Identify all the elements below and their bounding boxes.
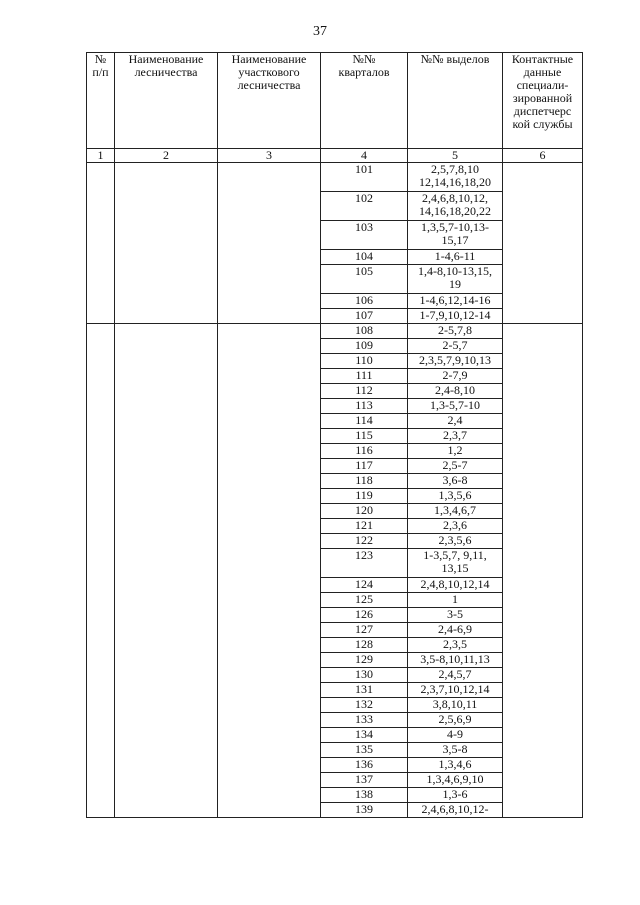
allotment-line: 1,3,4,6,7 [434, 503, 476, 517]
allotment-line: 3,6-8 [442, 473, 468, 487]
column-number: 5 [408, 149, 503, 163]
allotment-line: 1,2 [447, 443, 463, 457]
dispatch-contact-cell [503, 324, 583, 818]
allotment-numbers-cell [408, 489, 503, 504]
table-body [87, 163, 583, 818]
forestry-name-cell [115, 324, 218, 818]
allotment-numbers-cell [408, 608, 503, 623]
allotment-numbers-cell [408, 444, 503, 459]
table-header-row [87, 53, 583, 149]
quarter-number-cell: 112 [321, 384, 408, 399]
row-number-cell [87, 324, 115, 818]
allotment-line: 1,3-6 [442, 787, 468, 801]
allotment-numbers-cell [408, 354, 503, 369]
header-line: Наименование [231, 52, 307, 66]
header-line: специали- [516, 78, 569, 92]
allotment-line: 2,4,5,7 [438, 667, 472, 681]
allotment-numbers-cell [408, 399, 503, 414]
allotment-line: 2,4,8,10,12,14 [420, 577, 490, 591]
quarter-number-cell: 136 [321, 758, 408, 773]
header-line: Контактные [511, 52, 574, 66]
allotment-line: 2,3,6 [443, 518, 467, 532]
column-number: 6 [503, 149, 583, 163]
allotment-line: 1,3,5,6 [438, 488, 472, 502]
quarter-number-cell: 114 [321, 414, 408, 429]
quarter-number-cell: 108 [321, 324, 408, 339]
quarter-number-cell: 134 [321, 728, 408, 743]
header-line: зированной [512, 91, 573, 105]
page-number: 37 [313, 24, 327, 39]
quarter-number-cell: 123 [321, 549, 408, 578]
allotment-line: 14,16,18,20,22 [419, 204, 491, 218]
header-col-2 [115, 53, 218, 149]
quarter-number-cell: 139 [321, 803, 408, 818]
allotment-numbers-cell [408, 429, 503, 444]
allotment-numbers-cell [408, 668, 503, 683]
allotment-line: 12,14,16,18,20 [419, 175, 491, 189]
allotment-line: 2,3,5,7,9,10,13 [419, 353, 491, 367]
allotment-numbers-cell [408, 504, 503, 519]
header-line: диспетчерс [513, 104, 572, 118]
allotment-line: 3,8,10,11 [432, 697, 478, 711]
quarter-number-cell: 110 [321, 354, 408, 369]
allotment-numbers-cell [408, 578, 503, 593]
quarter-number-cell: 113 [321, 399, 408, 414]
header-line: №№ выделов [420, 52, 490, 66]
column-number: 2 [115, 149, 218, 163]
allotment-line: 2-5,7 [442, 338, 468, 352]
header-line: кварталов [338, 65, 390, 79]
quarter-number-cell: 133 [321, 713, 408, 728]
column-number: 1 [87, 149, 115, 163]
allotment-numbers-cell [408, 294, 503, 309]
quarter-number-cell: 106 [321, 294, 408, 309]
allotment-numbers-cell [408, 593, 503, 608]
allotment-numbers-cell [408, 713, 503, 728]
quarter-number-cell: 121 [321, 519, 408, 534]
allotment-line: 1-4,6,12,14-16 [419, 293, 491, 307]
quarter-number-cell: 138 [321, 788, 408, 803]
allotment-line: 1,4-8,10-13,15, [418, 264, 492, 278]
allotment-line: 2-7,9 [442, 368, 468, 382]
allotment-numbers-cell [408, 698, 503, 713]
quarter-number-cell: 128 [321, 638, 408, 653]
column-number: 3 [218, 149, 321, 163]
quarter-number-cell: 111 [321, 369, 408, 384]
allotment-line: 3,5-8 [442, 742, 468, 756]
quarter-number-cell: 132 [321, 698, 408, 713]
allotment-line: 2,4,6,8,10,12- [421, 802, 489, 816]
allotment-numbers-cell [408, 549, 503, 578]
header-col-6 [503, 53, 583, 149]
district-forestry-cell [218, 163, 321, 324]
allotment-line: 2,5-7 [442, 458, 468, 472]
allotment-line: 1-3,5,7, 9,11, [423, 548, 487, 562]
forestry-name-cell [115, 163, 218, 324]
quarter-number-cell: 117 [321, 459, 408, 474]
header-line: участкового [238, 65, 300, 79]
allotment-line: 2,5,6,9 [438, 712, 472, 726]
allotment-numbers-cell [408, 474, 503, 489]
allotment-numbers-cell [408, 773, 503, 788]
allotment-numbers-cell [408, 683, 503, 698]
header-col-1 [87, 53, 115, 149]
allotment-numbers-cell [408, 250, 503, 265]
allotment-line: 2,4-8,10 [435, 383, 475, 397]
quarter-number-cell: 102 [321, 192, 408, 221]
quarter-number-cell: 122 [321, 534, 408, 549]
allotment-numbers-cell [408, 414, 503, 429]
quarter-number-cell: 119 [321, 489, 408, 504]
quarter-number-cell: 131 [321, 683, 408, 698]
quarter-number-cell: 103 [321, 221, 408, 250]
allotment-line: 2,3,5 [443, 637, 467, 651]
allotment-numbers-cell [408, 369, 503, 384]
allotment-line: 15,17 [441, 233, 469, 247]
header-line: № [94, 52, 107, 66]
allotment-line: 13,15 [441, 561, 469, 575]
table-row [87, 163, 583, 192]
quarter-number-cell: 107 [321, 309, 408, 324]
allotment-line: 2,4,6,8,10,12, [422, 191, 488, 205]
allotment-line: 2-5,7,8 [438, 323, 472, 337]
quarter-number-cell: 129 [321, 653, 408, 668]
allotment-numbers-cell [408, 265, 503, 294]
allotment-numbers-cell [408, 324, 503, 339]
allotment-numbers-cell [408, 743, 503, 758]
quarter-number-cell: 115 [321, 429, 408, 444]
header-line: кой службы [512, 117, 573, 131]
quarter-number-cell: 125 [321, 593, 408, 608]
allotment-line: 4-9 [447, 727, 463, 741]
quarter-number-cell: 104 [321, 250, 408, 265]
allotment-line: 2,5,7,8,10 [431, 162, 479, 176]
district-forestry-cell [218, 324, 321, 818]
quarter-number-cell: 101 [321, 163, 408, 192]
allotment-line: 3,5-8,10,11,13 [420, 652, 490, 666]
header-col-4 [321, 53, 408, 149]
allotment-line: 2,3,7 [443, 428, 467, 442]
allotment-numbers-cell [408, 384, 503, 399]
quarter-number-cell: 124 [321, 578, 408, 593]
allotment-line: 1,3,4,6,9,10 [426, 772, 484, 786]
header-line: лесничества [237, 78, 301, 92]
allotment-numbers-cell [408, 638, 503, 653]
quarter-number-cell: 126 [321, 608, 408, 623]
allotment-numbers-cell [408, 192, 503, 221]
header-line: Наименование [128, 52, 204, 66]
allotment-line: 1,3,4,6 [438, 757, 472, 771]
quarter-number-cell: 120 [321, 504, 408, 519]
allotment-numbers-cell [408, 623, 503, 638]
allotment-line: 2,4 [447, 413, 463, 427]
allotment-line: 1-7,9,10,12-14 [419, 308, 491, 322]
dispatch-contact-cell [503, 163, 583, 324]
header-line: п/п [92, 65, 109, 79]
quarter-number-cell: 105 [321, 265, 408, 294]
quarter-number-cell: 118 [321, 474, 408, 489]
allotment-numbers-cell [408, 758, 503, 773]
table-row [87, 324, 583, 339]
column-number-row [87, 149, 583, 163]
header-line: лесничества [134, 65, 198, 79]
allotment-line: 2,4-6,9 [438, 622, 472, 636]
allotment-numbers-cell [408, 221, 503, 250]
allotment-numbers-cell [408, 728, 503, 743]
quarter-number-cell: 137 [321, 773, 408, 788]
header-line: №№ [352, 52, 376, 66]
allotment-line: 1-4,6-11 [434, 249, 476, 263]
quarter-number-cell: 135 [321, 743, 408, 758]
allotment-numbers-cell [408, 163, 503, 192]
allotment-numbers-cell [408, 803, 503, 818]
row-number-cell [87, 163, 115, 324]
allotment-numbers-cell [408, 519, 503, 534]
column-number: 4 [321, 149, 408, 163]
header-col-3 [218, 53, 321, 149]
allotment-line: 19 [449, 277, 461, 291]
allotment-numbers-cell [408, 459, 503, 474]
allotment-numbers-cell [408, 309, 503, 324]
header-col-5 [408, 53, 503, 149]
quarter-number-cell: 127 [321, 623, 408, 638]
allotment-numbers-cell [408, 534, 503, 549]
allotment-numbers-cell [408, 653, 503, 668]
allotment-line: 2,3,5,6 [438, 533, 472, 547]
allotment-line: 3-5 [447, 607, 463, 621]
allotment-numbers-cell [408, 339, 503, 354]
quarter-number-cell: 109 [321, 339, 408, 354]
header-line: данные [523, 65, 562, 79]
forestry-table [86, 52, 583, 818]
allotment-line: 2,3,7,10,12,14 [420, 682, 490, 696]
quarter-number-cell: 116 [321, 444, 408, 459]
quarter-number-cell: 130 [321, 668, 408, 683]
allotment-line: 1,3,5,7-10,13- [421, 220, 489, 234]
allotment-line: 1,3-5,7-10 [430, 398, 480, 412]
allotment-line: 1 [452, 592, 458, 606]
allotment-numbers-cell [408, 788, 503, 803]
